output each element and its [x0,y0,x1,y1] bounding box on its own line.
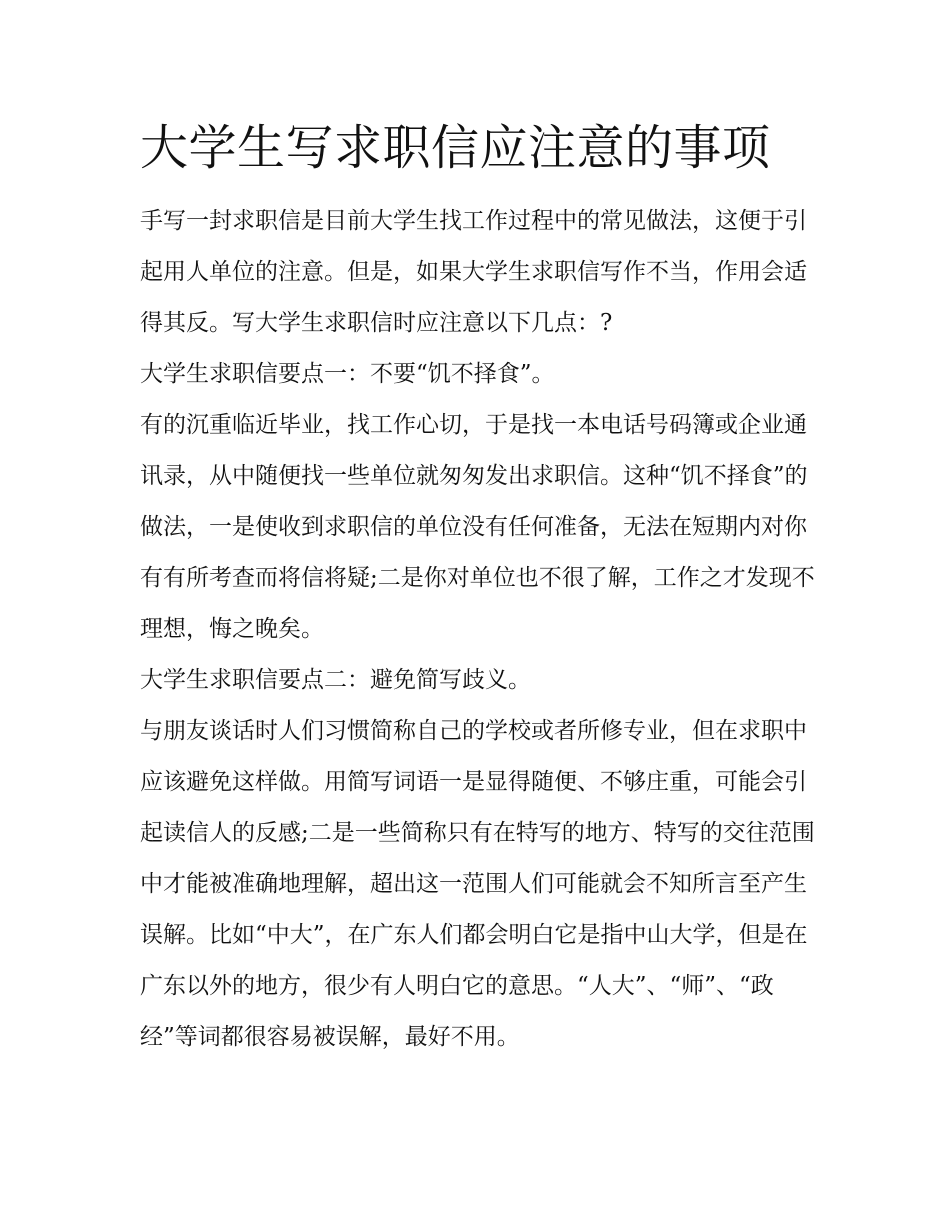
document-title: 大学生写求职信应注意的事项 [140,120,771,176]
section-heading-point-two: 大学生求职信要点二：避免简写歧义。 [140,667,531,693]
point-one-paragraph: 有的沉重临近毕业，找工作心切，于是找一本电话号码簿或企业通讯录，从中随便找一些单位就匆匆发出求职信。这种“饥不择食”的做法，一是使收到求职信的单位没有任何准备，无法在短期内对你有有所考查而将信将疑;二是你对单位也不很了解，工作之才发现不理想，悔之晚矣。 [140,412,815,642]
document-page [140,112,820,1063]
point-two-paragraph: 与朋友谈话时人们习惯简称自己的学校或者所修专业，但在求职中应该避免这样做。用简写词语一是显得随便、不够庄重，可能会引起读信人的反感;二是一些简称只有在特写的地方、特写的交往范围中才能被准确地理解，超出这一范围人们可能就会不知所言至产生误解。比如“中大”，在广东人们都会明白它是指中山大学，但是在广东以外的地方，很少有人明白它的意思。“人大”、“师”、“政经”等词都很容易被误解，最好不用。 [140,718,815,1050]
section-heading-point-one: 大学生求职信要点一：不要“饥不择食”。 [140,361,555,387]
intro-paragraph: 手写一封求职信是目前大学生找工作过程中的常见做法，这便于引起用人单位的注意。但是，如果大学生求职信写作不当，作用会适得其反。写大学生求职信时应注意以下几点：? [140,208,807,336]
